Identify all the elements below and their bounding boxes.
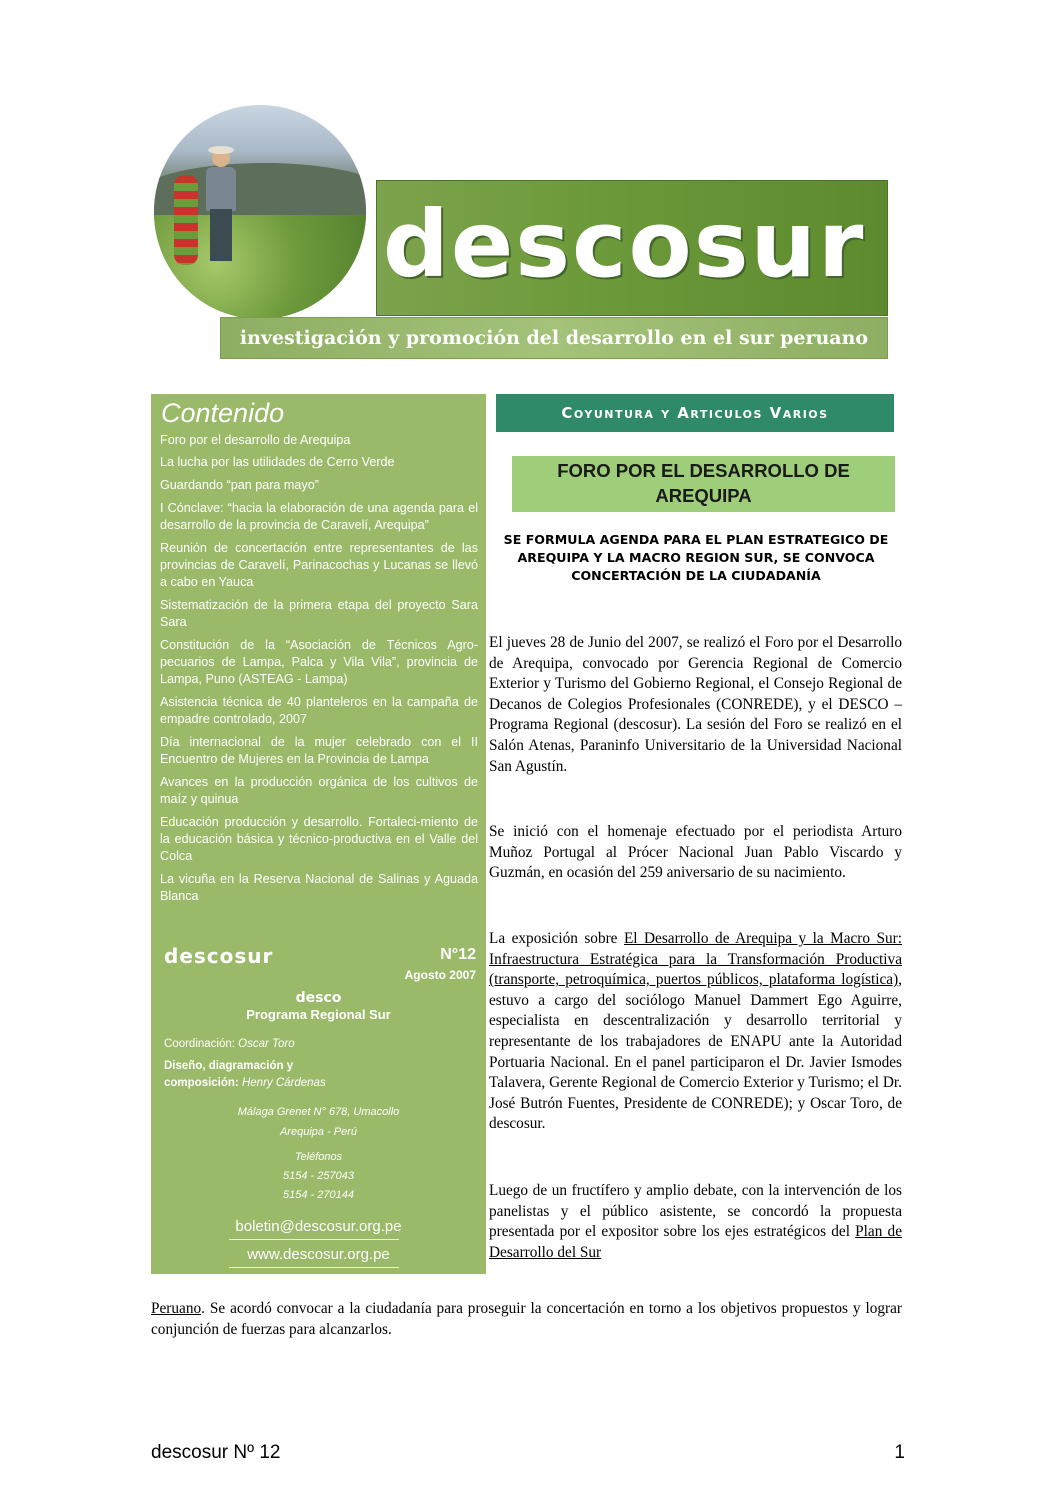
paragraph-3: [489, 929, 902, 1135]
phones-label: Teléfonos: [294, 1151, 343, 1163]
tagline-bar: [220, 317, 888, 359]
coordination-credit: [164, 1038, 295, 1050]
p3-link[interactable]: El Desarrollo de Arequipa y la Macro Sur: Infraestructura Estratégica para la Transformación Productiva (transporte, petroquímica, puertos públicos, plataforma logística): [489, 930, 903, 989]
program-name: Programa Regional Sur: [246, 1007, 391, 1022]
table-of-contents: [160, 432, 478, 911]
paragraph-2: Se inició con el homenaje efectuado por el periodista Arturo Muñoz Portugal al Prócer Nacional Juan Pablo Viscardo y Guzmán, en ocasión del 259 aniversario de su nacimiento.: [489, 823, 902, 882]
p4-link[interactable]: Plan de Desarrollo del Sur: [489, 1223, 902, 1261]
header-photo: [154, 105, 366, 319]
address-block: [151, 1102, 486, 1142]
paragraph-4: [489, 1181, 902, 1263]
p4-text: Luego de un fructífero y amplio debate, con la intervención de los panelistas y el público asistente, se concordó la propuesta presentada por el expositor sobre los ejes estratégicos del: [489, 1182, 902, 1241]
coordination-name: Oscar Toro: [238, 1038, 295, 1050]
design-name: Henry Cárdenas: [241, 1077, 326, 1089]
phones-block: [151, 1148, 486, 1205]
photo-person: [202, 149, 240, 269]
brand-box: [376, 180, 888, 316]
paragraph-1: El jueves 28 de Junio del 2007, se realizó el Foro por el Desarrollo de Arequipa, convocado por Gerencia Regional de Comercio Exterior y Turismo del Gobierno Regional, el Consejo Regional de Decanos de Colegios Profesionales (CONREDE), y el DESCO – Programa Regional (descosur). La sesión del Foro se realizó en el Salón Atenas, Paraninfo Universitario de la Universidad Nacional San Agustín.: [489, 634, 902, 775]
p5-text: . Se acordó convocar a la ciudadanía para proseguir la concertación en torno a los objetivos propuestos y lograr conjunción de fuerzas para alcanzarlos.: [151, 1300, 902, 1338]
org-name: desco: [295, 990, 342, 1006]
toc-item[interactable]: Educación producción y desarrollo. Fortaleci-miento de la educación básica y técnico-productiva en el Valle del Colca: [160, 815, 478, 863]
person-shirt: [206, 167, 236, 211]
coordination-label: Coordinación:: [164, 1038, 235, 1050]
address-line-1: Málaga Grenet N° 678, Umacollo: [237, 1106, 400, 1118]
article-title-box: [512, 456, 895, 512]
person-legs: [210, 209, 232, 261]
section-banner: [496, 394, 894, 432]
toc-item[interactable]: Asistencia técnica de 40 planteleros en la campaña de empadre controlado, 2007: [160, 695, 478, 726]
sidebar-title: Contenido: [161, 398, 285, 428]
photo-flowers: [174, 175, 198, 265]
person-hat: [208, 146, 234, 154]
sidebar: [151, 394, 486, 1274]
email-link[interactable]: boletin@descosur.org.pe: [235, 1218, 402, 1235]
link-divider: [229, 1239, 399, 1240]
issue-number: N°12: [440, 946, 476, 963]
p3-text-b: , estuvo a cargo del sociólogo Manuel Dammert Ego Aguirre, especialista en descentralización y desarrollo territorial y representante de los trabajadores de ENAPU ante la Autoridad Portuaria Nacional. En el panel participaron el Dr. Javier Ismodes Talavera, Gerente Regional de Comercio Exterior y Turismo; el Dr. José Butrón Fuentes, Presidente de CONREDE); y Oscar Toro, de descosur.: [489, 971, 902, 1133]
toc-item[interactable]: Avances en la producción orgánica de los cultivos de maíz y quinua: [160, 775, 478, 806]
tagline: investigación y promoción del desarrollo en el sur peruano: [239, 327, 869, 349]
paragraph-5: [151, 1298, 902, 1340]
link-divider: [229, 1267, 399, 1268]
phone-1: 5154 - 257043: [283, 1170, 354, 1182]
website-link[interactable]: www.descosur.org.pe: [247, 1246, 390, 1263]
design-label-2: composición:: [164, 1077, 239, 1089]
article-subhead: SE FORMULA AGENDA PARA EL PLAN ESTRATEGICO DE AREQUIPA Y LA MACRO REGION SUR, SE CONVOCA CONCERTACIÓN DE LA CIUDADANÍA: [503, 532, 889, 583]
toc-item[interactable]: Constitución de la “Asociación de Técnicos Agro-pecuarios de Lampa, Palca y Vila Vila”, provincia de Lampa, Puno (ASTEAG - Lampa): [160, 638, 478, 686]
footer-issue: descosur Nº 12: [151, 1442, 281, 1463]
toc-item[interactable]: Guardando “pan para mayo”: [160, 478, 319, 492]
p5-link[interactable]: Peruano: [151, 1300, 202, 1317]
toc-item[interactable]: Día internacional de la mujer celebrado con el II Encuentro de Mujeres en la Provincia de Lampa: [160, 735, 478, 766]
article-title: FORO POR EL DESARROLLO DE AREQUIPA: [557, 460, 850, 506]
section-label: Coyuntura y Articulos Varios: [561, 404, 829, 422]
design-credit: [164, 1058, 326, 1092]
toc-item[interactable]: La vicuña en la Reserva Nacional de Salinas y Aguada Blanca: [160, 872, 478, 903]
issue-date: Agosto 2007: [404, 968, 476, 982]
toc-item[interactable]: Sistematización de la primera etapa del proyecto Sara Sara: [160, 598, 478, 629]
p3-text-a: La exposición sobre: [489, 930, 624, 947]
phone-2: 5154 - 270144: [283, 1189, 354, 1201]
brand-logo: descosur: [383, 191, 866, 298]
toc-item[interactable]: Reunión de concertación entre representantes de las provincias de Caravelí, Parinacochas y Lucanas se llevó a cabo en Yauca: [160, 541, 478, 589]
address-line-2: Arequipa - Perú: [279, 1126, 358, 1138]
design-label-1: Diseño, diagramación y: [164, 1060, 294, 1072]
page-number: 1: [894, 1442, 905, 1463]
toc-item[interactable]: La lucha por las utilidades de Cerro Verde: [160, 455, 395, 469]
issue-brand: descosur: [164, 944, 274, 968]
toc-item[interactable]: I Cónclave: “hacia la elaboración de una agenda para el desarrollo de la provincia de Caravelí, Arequipa”: [160, 501, 478, 532]
toc-item[interactable]: Foro por el desarrollo de Arequipa: [160, 433, 351, 447]
masthead: [150, 105, 890, 363]
